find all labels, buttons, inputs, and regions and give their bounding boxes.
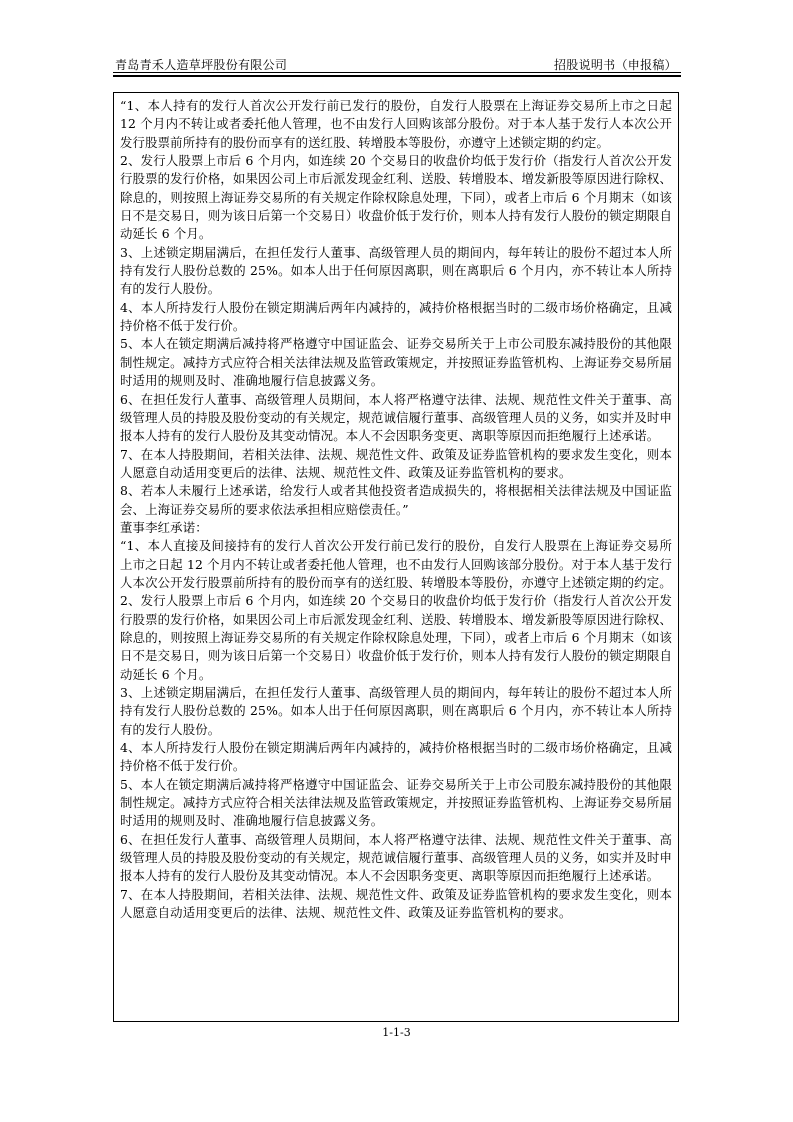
paragraph: 5、本人在锁定期满后减持将严格遵守中国证监会、证券交易所关于上市公司股东减持股份的其他限制性规定。减持方式应符合相关法律法规及监管政策规定，并按照证券监管机构、上海证券交易所届时适用的规则及时、准确地履行信息披露义务。 xyxy=(120,336,672,389)
paragraph: 2、发行人股票上市后 6 个月内，如连续 20 个交易日的收盘价均低于发行价（指发行人首次公开发行股票的发行价格，如果因公司上市后派发现金红利、送股、转增股本、增发新股等原因进行除权、除息的，则按照上海证券交易所的有关规定作除权除息处理，下同），或者上市后 6 个月期末（如该日不是交易日，则为该日后第一个交易日）收盘价低于发行价，则本人持有发行人股份的锁定期限自动延长 6 个月。 xyxy=(120,153,672,242)
commitment-table-cell xyxy=(113,92,679,1022)
page-number: 1-1-3 xyxy=(382,1026,411,1039)
document-title: 招股说明书（申报稿） xyxy=(553,58,677,72)
paragraph: 6、在担任发行人董事、高级管理人员期间，本人将严格遵守法律、法规、规范性文件关于董事、高级管理人员的持股及股份变动的有关规定，规范诚信履行董事、高级管理人员的义务，如实并及时申报本人持有的发行人股份及其变动情况。本人不会因职务变更、离职等原因而拒绝履行上述承诺。 xyxy=(120,391,672,444)
company-name: 青岛青禾人造草坪股份有限公司 xyxy=(115,58,288,72)
commitment-text xyxy=(120,97,672,922)
paragraph: 5、本人在锁定期满后减持将严格遵守中国证监会、证券交易所关于上市公司股东减持股份的其他限制性规定。减持方式应符合相关法律法规及监管政策规定，并按照证券监管机构、上海证券交易所届时适用的规则及时、准确地履行信息披露义务。 xyxy=(120,776,672,829)
header-divider xyxy=(113,72,681,73)
paragraph: 7、在本人持股期间，若相关法律、法规、规范性文件、政策及证券监管机构的要求发生变化，则本人愿意自动适用变更后的法律、法规、规范性文件、政策及证券监管机构的要求。 xyxy=(120,446,672,480)
header-divider-thick xyxy=(113,75,681,77)
paragraph: “1、本人直接及间接持有的发行人首次公开发行前已发行的股份，自发行人股票在上海证券交易所上市之日起 12 个月内不转让或者委托他人管理，也不由发行人回购该部分股份。对于本人基于发行人本次公开发行股票前所持有的股份而享有的送红股、转增股本等股份，亦遵守上述锁定期的约定。 xyxy=(120,538,672,590)
paragraph: 7、在本人持股期间，若相关法律、法规、规范性文件、政策及证券监管机构的要求发生变化，则本人愿意自动适用变更后的法律、法规、规范性文件、政策及证券监管机构的要求。 xyxy=(120,886,672,921)
paragraph: “1、本人持有的发行人首次公开发行前已发行的股份，自发行人股票在上海证券交易所上市之日起 12 个月内不转让或者委托他人管理，也不由发行人回购该部分股份。对于本人基于发行人本次公开发行股票前所持有的股份而享有的送红股、转增股本等股份，亦遵守上述锁定期的约定。 xyxy=(120,98,672,150)
paragraph: 4、本人所持发行人股份在锁定期满后两年内减持的，减持价格根据当时的二级市场价格确定，且减持价格不低于发行价。 xyxy=(120,740,672,774)
paragraph: 3、上述锁定期届满后，在担任发行人董事、高级管理人员的期间内，每年转让的股份不超过本人所持有发行人股份总数的 25%。如本人出于任何原因离职，则在离职后 6 个月内，亦不转让本人所持有的发行人股份。 xyxy=(120,685,672,737)
paragraph: 3、上述锁定期届满后，在担任发行人董事、高级管理人员的期间内，每年转让的股份不超过本人所持有发行人股份总数的 25%。如本人出于任何原因离职，则在离职后 6 个月内，亦不转让本人所持有的发行人股份。 xyxy=(120,244,672,297)
paragraph: 4、本人所持发行人股份在锁定期满后两年内减持的，减持价格根据当时的二级市场价格确定，且减持价格不低于发行价。 xyxy=(120,299,672,334)
section-heading: 董事李红承诺： xyxy=(120,519,208,535)
paragraph: 2、发行人股票上市后 6 个月内，如连续 20 个交易日的收盘价均低于发行价（指发行人首次公开发行股票的发行价格，如果因公司上市后派发现金红利、送股、转增股本、增发新股等原因进行除权、除息的，则按照上海证券交易所的有关规定作除权除息处理，下同），或者上市后 6 个月期末（如该日不是交易日，则为该日后第一个交易日）收盘价低于发行价，则本人持有发行人股份的锁定期限自动延长 6 个月。 xyxy=(120,593,672,682)
paragraph: 8、若本人未履行上述承诺，给发行人或者其他投资者造成损失的，将根据相关法律法规及中国证监会、上海证券交易所的要求依法承担相应赔偿责任。” xyxy=(120,483,672,517)
paragraph: 6、在担任发行人董事、高级管理人员期间，本人将严格遵守法律、法规、规范性文件关于董事、高级管理人员的持股及股份变动的有关规定，规范诚信履行董事、高级管理人员的义务，如实并及时申报本人持有的发行人股份及其变动情况。本人不会因职务变更、离职等原因而拒绝履行上述承诺。 xyxy=(120,831,672,884)
